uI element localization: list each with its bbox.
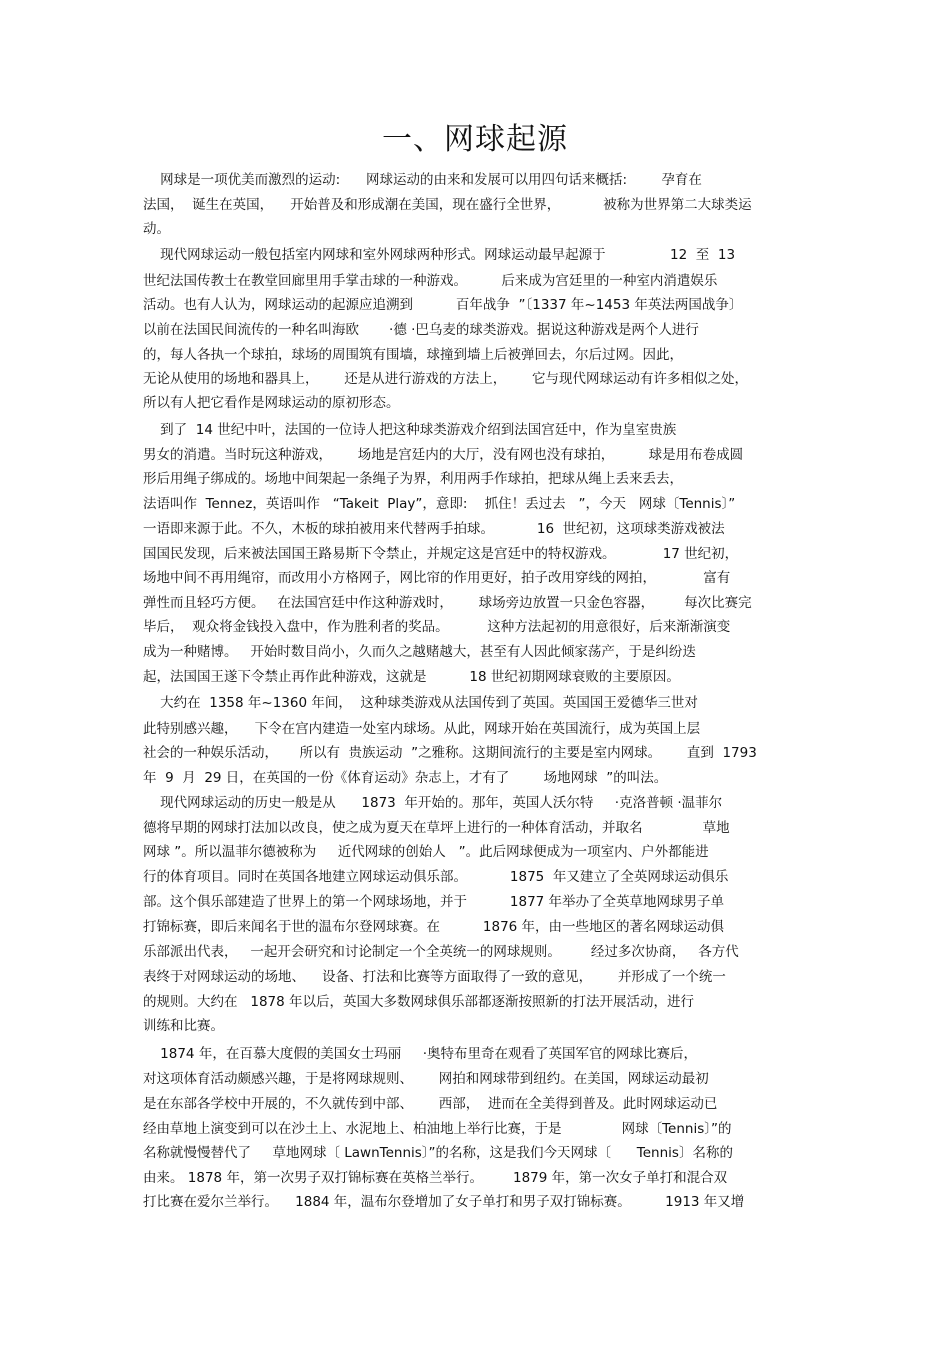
text-line: 男女的消遣。当时玩这种游戏， 场地是宫廷内的大厅，没有网也没有球拍， 球是用布卷成圆 (143, 447, 744, 463)
text-line: 现代网球运动的历史一般是从 1873 年开始的。那年，英国人沃尔特 ·克洛普顿 ·温菲尔 (143, 795, 723, 811)
text-line: 训练和比赛。 (143, 1018, 224, 1034)
text-line: 对这项体育活动颇感兴趣，于是将网球规则、 网拍和网球带到纽约。在美国，网球运动最初 (143, 1071, 709, 1087)
text-line: 形后用绳子绑成的。场地中间架起一条绳子为界，利用两手作球拍，把球从绳上丢来丢去， (143, 471, 683, 487)
text-line: 法国， 诞生在英国， 开始普及和形成潮在美国，现在盛行全世界， 被称为世界第二大球类运 (143, 197, 752, 213)
text-line: 经由草地上演变到可以在沙土上、水泥地上、柏油地上举行比赛，于是 网球〔Tennis〕”的 (143, 1121, 732, 1137)
text-line: 乐部派出代表， 一起开会研究和讨论制定一个全英统一的网球规则。 经过多次协商， 各方代 (143, 944, 739, 960)
text-line: 毕后， 观众将金钱投入盘中，作为胜利者的奖品。 这种方法起初的用意很好，后来渐渐演变 (143, 619, 731, 635)
text-line: 网球是一项优美而激烈的运动: 网球运动的由来和发展可以用四句话来概括: 孕育在 (143, 172, 702, 188)
text-line: 到了 14 世纪中叶，法国的一位诗人把这种球类游戏介绍到法国宫廷中，作为皇室贵族 (143, 422, 677, 438)
text-line: 活动。也有人认为，网球运动的起源应追溯到 百年战争 ”〔1337 年~1453 年英法两国战争〕 (143, 297, 743, 313)
text-line: 场地中间不再用绳帘，而改用小方格网子，网比帘的作用更好，拍子改用穿线的网拍， 富有 (143, 570, 731, 586)
text-line: 动。 (143, 221, 170, 237)
text-line: 以前在法国民间流传的一种名叫海欧 ·德 ·巴乌麦的球类游戏。据说这种游戏是两个人进行 (143, 322, 699, 338)
text-line: 是在东部各学校中开展的，不久就传到中部、 西部， 进而在全美得到普及。此时网球运动已 (143, 1096, 718, 1112)
text-line: 的，每人各执一个球拍，球场的周围筑有围墙，球撞到墙上后被弹回去，尔后过网。因此， (143, 347, 683, 363)
text-line: 社会的一种娱乐活动， 所以有 贵族运动 ”之雅称。这期间流行的主要是室内网球。 直到 1793 (143, 745, 757, 761)
text-line: 年 9 月 29 日，在英国的一份《体育运动》杂志上，才有了 场地网球 ”的叫法。 (143, 770, 668, 786)
text-line: 起，法国国王遂下令禁止再作此种游戏，这就是 18 世纪初期网球衰败的主要原因。 (143, 669, 680, 685)
text-line: 国国民发现，后来被法国国王路易斯下令禁止，并规定这是宫廷中的特权游戏。 17 世纪初， (143, 546, 739, 562)
text-line: 弹性而且轻巧方便。 在法国宫廷中作这种游戏时， 球场旁边放置一只金色容器， 每次比赛完 (143, 595, 752, 611)
text-line: 德将早期的网球打法加以改良，使之成为夏天在草坪上进行的一种体育活动，并取名 草地 (143, 820, 730, 836)
page-title: 一、网球起源 (382, 122, 568, 157)
text-line: 一语即来源于此。不久，木板的球拍被用来代替两手拍球。 16 世纪初，这项球类游戏被法 (143, 521, 725, 537)
text-line: 的规则。大约在 1878 年以后，英国大多数网球俱乐部都逐渐按照新的打法开展活动，进行 (143, 994, 695, 1010)
text-line: 打比赛在爱尔兰举行。 1884 年，温布尔登增加了女子单打和男子双打锦标赛。 1913 年又增 (143, 1194, 745, 1210)
text-line: 名称就慢慢替代了 草地网球〔 LawnTennis〕”的名称，这是我们今天网球〔 Tennis〕名称的 (143, 1145, 733, 1161)
text-line: 此特别感兴趣， 下令在宫内建造一处室内球场。从此，网球开始在英国流行，成为英国上层 (143, 721, 701, 737)
text-line: 无论从使用的场地和器具上， 还是从进行游戏的方法上， 它与现代网球运动有许多相似之处， (143, 371, 748, 387)
text-line: 打锦标赛，即后来闻名于世的温布尔登网球赛。在 1876 年，由一些地区的著名网球运动俱 (143, 919, 725, 935)
text-line: 由来。 1878 年，第一次男子双打锦标赛在英格兰举行。 1879 年，第一次女子单打和混合双 (143, 1170, 728, 1186)
text-line: 网球 ”。所以温菲尔德被称为 近代网球的创始人 ”。此后网球便成为一项室内、户外都能进 (143, 844, 709, 860)
text-line: 1874 年，在百慕大度假的美国女士玛丽 ·奥特布里奇在观看了英国军官的网球比赛后， (143, 1046, 698, 1062)
text-line: 法语叫作 Tennez，英语叫作 “Takeit Play”，意即: 抓住！丢过去 ”，今天 网球〔Tennis〕” (143, 496, 736, 512)
text-line: 世纪法国传教士在教堂回廊里用手掌击球的一种游戏。 后来成为宫廷里的一种室内消遣娱乐 (143, 273, 718, 289)
text-line: 大约在 1358 年~1360 年间， 这种球类游戏从法国传到了英国。英国国王爱德华三世对 (143, 695, 698, 711)
text-line: 部。这个俱乐部建造了世界上的第一个网球场地，并于 1877 年举办了全英草地网球男子单 (143, 894, 725, 910)
text-line: 行的体育项目。同时在英国各地建立网球运动俱乐部。 1875 年又建立了全英网球运动俱乐 (143, 869, 729, 885)
text-line: 成为一种赌博。 开始时数目尚小，久而久之越赌越大，甚至有人因此倾家荡产，于是纠纷迭 (143, 644, 696, 660)
text-line: 所以有人把它看作是网球运动的原初形态。 (143, 395, 400, 411)
text-line: 现代网球运动一般包括室内网球和室外网球两种形式。网球运动最早起源于 12 至 13 (143, 247, 736, 263)
text-line: 表终于对网球运动的场地、 设备、打法和比赛等方面取得了一致的意见， 并形成了一个统一 (143, 969, 726, 985)
